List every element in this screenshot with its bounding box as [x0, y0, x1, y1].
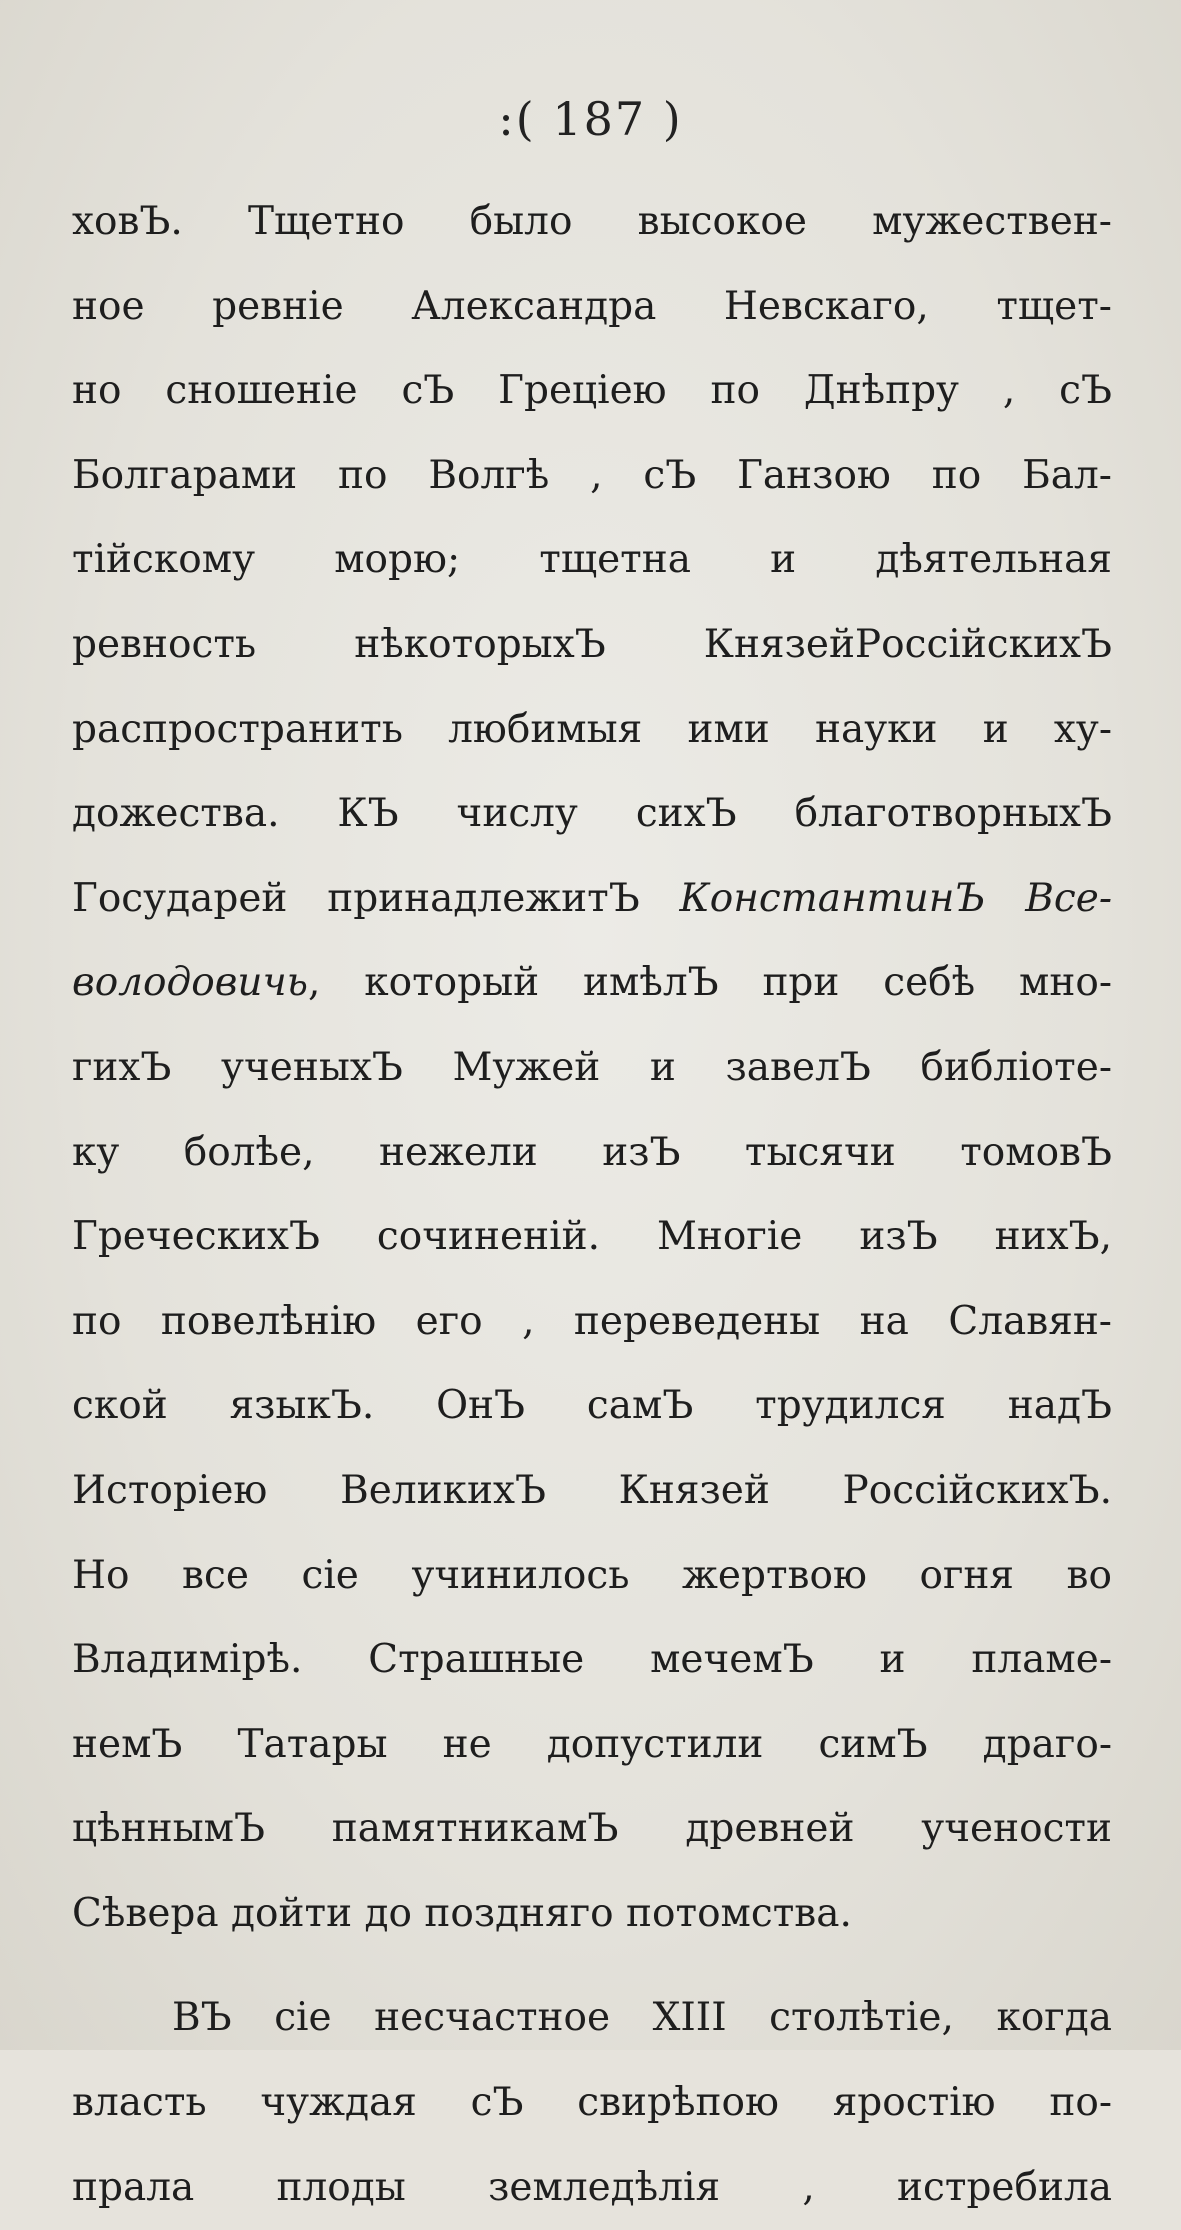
text-line: гихЪ ученыхЪ Мужей и завелЪ библіоте-	[72, 1044, 1112, 1090]
text-line: ное ревніе Александра Невскаго, тщет-	[72, 283, 1112, 329]
text-line: власть чуждая сЪ свирѣпою яростію по-	[72, 2080, 1112, 2126]
text-line: Но все сіе учинилось жертвою огня во	[72, 1552, 1112, 1598]
text-segment: Государей принадлежитЪ	[72, 875, 680, 921]
page-number: :( 187 )	[498, 92, 683, 146]
text-line	[72, 857, 1112, 942]
text-line: ку болѣе, нежели изЪ тысячи томовЪ	[72, 1129, 1112, 1175]
text-line: немЪ Татары не допустили симЪ драго-	[72, 1721, 1112, 1767]
text-line: цѣннымЪ памятникамЪ древней учености	[72, 1806, 1112, 1852]
text-segment: , который имѣлЪ при себѣ мно-	[308, 960, 1112, 1006]
paragraph-start-line: ВЪ сіе несчастное XIII столѣтіе, когда	[172, 1995, 1112, 2041]
text-line: Болгарами по Волгѣ , сЪ Ганзою по Бал-	[72, 452, 1112, 498]
text-line: дожества. КЪ числу сихЪ благотворныхЪ	[72, 791, 1112, 837]
text-line: ГреческихЪ сочиненій. Многіе изЪ нихЪ,	[72, 1214, 1112, 1260]
page-body-text	[72, 180, 1112, 2230]
text-line: Исторіею ВеликихЪ Князей РоссійскихЪ.	[72, 1467, 1112, 1513]
text-line: ревность нѣкоторыхЪ КнязейРоссійскихЪ	[72, 621, 1112, 667]
text-line: распространить любимыя ими науки и ху-	[72, 706, 1112, 752]
italic-name: КонстантинЪ Все-	[679, 875, 1112, 921]
text-line: по повелѣнію его , переведены на Славян-	[72, 1298, 1112, 1344]
italic-name: володовичь	[72, 960, 308, 1006]
text-line: но сношеніе сЪ Греціею по Днѣпру , сЪ	[72, 368, 1112, 414]
text-line: тійскому морю; тщетна и дѣятельная	[72, 537, 1112, 583]
text-line: ской языкЪ. ОнЪ самЪ трудился надЪ	[72, 1383, 1112, 1429]
text-line	[72, 941, 1112, 1026]
text-line: Сѣвера дойти до поздняго потомства.	[72, 1890, 852, 1936]
text-line: Владимірѣ. Страшные мечемЪ и пламе-	[72, 1637, 1112, 1683]
text-line: ховЪ. Тщетно было высокое мужествен-	[72, 199, 1112, 244]
text-line: прала плоды земледѣлія , истребила	[72, 2164, 1112, 2210]
